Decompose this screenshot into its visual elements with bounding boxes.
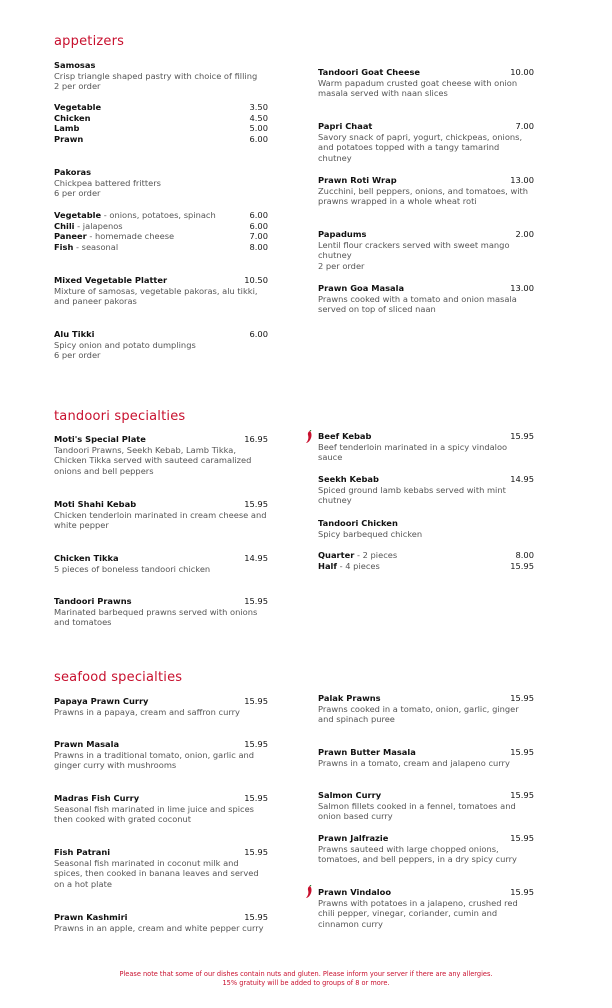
item-desc: Prawns in an apple, cream and white pepper curry — [54, 922, 264, 933]
item-price: 7.00 — [515, 121, 534, 131]
menu-item-prawn-butter-masala — [318, 747, 534, 768]
item-name: Tandoori Chicken — [318, 518, 398, 528]
menu-item-papadums — [318, 229, 534, 271]
item-name: Prawn Goa Masala — [318, 283, 405, 293]
item-desc: Zucchini, bell peppers, onions, and tomatoes, with prawns wrapped in a whole wheat roti — [318, 185, 529, 207]
item-name: Seekh Kebab — [318, 474, 379, 484]
chili-pepper-icon — [305, 430, 313, 444]
samosa-options — [54, 102, 268, 144]
option-price: 6.00 — [249, 210, 268, 220]
option-label: Chili — [54, 220, 75, 231]
menu-item-pakoras — [54, 167, 268, 199]
item-name: Beef Kebab — [318, 431, 372, 441]
menu-item-tandoori-chicken — [318, 518, 534, 539]
item-desc: Prawns cooked with a tomato and onion masala served on top of sliced naan — [318, 293, 517, 315]
option-label: Quarter — [318, 550, 355, 560]
menu-item-madras-fish-curry — [54, 793, 268, 825]
item-price: 10.00 — [510, 67, 534, 77]
menu-item-palak-prawns — [318, 693, 534, 725]
menu-item-prawn-goa-masala — [318, 283, 534, 315]
item-price: 6.00 — [249, 329, 268, 339]
section-title-appetizers: appetizers — [54, 34, 125, 49]
menu-item-samosas — [54, 60, 268, 92]
item-desc: Tandoori Prawns, Seekh Kebab, Lamb Tikka, Chicken Tikka served with sauteed caramalized onions and bell peppers — [54, 444, 252, 476]
item-name: Prawn Vindaloo — [318, 887, 392, 897]
menu-item-prawn-kashmiri — [54, 912, 268, 933]
item-price: 15.95 — [244, 739, 268, 749]
item-name: Mixed Vegetable Platter — [54, 275, 168, 285]
option-price: 8.00 — [249, 241, 268, 252]
item-name: Palak Prawns — [318, 693, 381, 703]
item-price: 15.95 — [244, 847, 268, 857]
item-name: Tandoori Goat Cheese — [318, 67, 421, 77]
item-desc: Spiced ground lamb kebabs served with mint chutney — [318, 484, 506, 506]
option-detail: - seasonal — [73, 241, 119, 252]
item-name: Tandoori Prawns — [54, 596, 132, 606]
menu-item-salmon-curry — [318, 790, 534, 822]
option-label: Half — [318, 560, 337, 571]
allergy-notice — [0, 970, 612, 988]
item-note: 2 per order — [318, 260, 365, 271]
item-price: 13.00 — [510, 283, 534, 293]
option-price: 15.95 — [510, 560, 534, 571]
option-price: 4.50 — [249, 112, 268, 123]
item-desc: Warm papadum crusted goat cheese with onion masala served with naan slices — [318, 77, 518, 99]
item-desc: Marinated barbequed prawns served with onions and tomatoes — [54, 606, 258, 628]
item-name: Pakoras — [54, 167, 92, 177]
item-name: Madras Fish Curry — [54, 793, 140, 803]
item-price: 15.95 — [510, 747, 534, 757]
option-price: 8.00 — [515, 550, 534, 560]
item-desc: Seasonal fish marinated in coconut milk and spices, then cooked in banana leaves and served on a hot plate — [54, 857, 259, 889]
item-desc: Mixture of samosas, vegetable pakoras, alu tikki, and paneer pakoras — [54, 285, 258, 307]
item-name: Papri Chaat — [318, 121, 373, 131]
item-name: Alu Tikki — [54, 329, 95, 339]
option-detail: - 2 pieces — [354, 550, 398, 560]
item-desc: Prawns with potatoes in a jalapeno, crushed red chili pepper, vinegar, coriander, cumin and cinnamon curry — [318, 897, 518, 929]
item-price: 15.95 — [244, 793, 268, 803]
option-label: Paneer — [54, 231, 87, 242]
item-price: 15.95 — [244, 499, 268, 509]
menu-item-prawn-jalfrazie — [318, 833, 534, 865]
item-price: 14.95 — [510, 474, 534, 484]
item-price: 13.00 — [510, 175, 534, 185]
item-name: Moti Shahi Kebab — [54, 499, 137, 509]
item-desc: Beef tenderloin marinated in a spicy vindaloo sauce — [318, 441, 508, 463]
item-note: 6 per order — [54, 350, 101, 361]
menu-item-tandoori-goat-cheese — [318, 67, 534, 99]
option-price: 6.00 — [249, 133, 268, 144]
item-desc: Savory snack of papri, yogurt, chickpeas, onions, and potatoes topped with a tangy tamarind chutney — [318, 131, 523, 163]
menu-item-moti-shahi-kebab — [54, 499, 268, 531]
tandoori-chicken-options — [318, 550, 534, 571]
menu-item-mixed-vegetable-platter — [54, 275, 268, 307]
item-desc: Chickpea battered fritters — [54, 177, 161, 188]
menu-item-prawn-masala — [54, 739, 268, 771]
option-price: 6.00 — [249, 220, 268, 231]
option-detail: - homemade cheese — [86, 231, 175, 242]
menu-item-alu-tikki — [54, 329, 268, 361]
item-price: 15.95 — [510, 431, 534, 441]
item-name: Prawn Masala — [54, 739, 120, 749]
item-name: Salmon Curry — [318, 790, 382, 800]
option-detail: - onions, potatoes, spinach — [101, 210, 216, 220]
item-price: 14.95 — [244, 553, 268, 563]
option-label: Fish — [54, 241, 74, 252]
option-price: 5.00 — [249, 123, 268, 134]
item-desc: Spicy barbequed chicken — [318, 528, 423, 539]
option-label: Vegetable — [54, 210, 102, 220]
item-desc: Prawns cooked in a tomato, onion, garlic, ginger and spinach puree — [318, 703, 519, 725]
item-price: 10.50 — [244, 275, 268, 285]
item-price: 15.95 — [244, 696, 268, 706]
menu-item-prawn-roti-wrap — [318, 175, 534, 207]
menu-item-papaya-prawn-curry — [54, 696, 268, 717]
option-label: Chicken — [54, 112, 91, 123]
item-desc: Prawns in a papaya, cream and saffron curry — [54, 706, 240, 717]
item-note: 6 per order — [54, 188, 101, 199]
menu-item-motis-special-plate — [54, 434, 268, 476]
item-price: 15.95 — [510, 790, 534, 800]
chili-pepper-icon — [305, 885, 313, 899]
item-desc: Crisp triangle shaped pastry with choice of filling — [54, 70, 258, 81]
allergy-notice-line: Please note that some of our dishes contain nuts and gluten. Please inform your server if there are any allergies. — [119, 970, 493, 978]
section-title-tandoori-specialties: tandoori specialties — [54, 409, 186, 424]
item-name: Papadums — [318, 229, 367, 239]
menu-item-seekh-kebab — [318, 474, 534, 506]
item-desc: 5 pieces of boneless tandoori chicken — [54, 563, 211, 574]
item-price: 15.95 — [510, 693, 534, 703]
option-price: 3.50 — [249, 102, 268, 112]
menu-item-tandoori-prawns — [54, 596, 268, 628]
option-label: Vegetable — [54, 102, 102, 112]
option-label: Lamb — [54, 123, 80, 134]
item-name: Prawn Kashmiri — [54, 912, 128, 922]
item-name: Moti's Special Plate — [54, 434, 146, 444]
item-desc: Prawns in a traditional tomato, onion, garlic and ginger curry with mushrooms — [54, 749, 255, 771]
menu-item-papri-chaat — [318, 121, 534, 163]
item-price: 15.95 — [510, 887, 534, 897]
item-price: 15.95 — [244, 596, 268, 606]
item-name: Prawn Jalfrazie — [318, 833, 389, 843]
item-desc: Salmon fillets cooked in a fennel, tomatoes and onion based curry — [318, 800, 516, 822]
item-desc: Lentil flour crackers served with sweet mango chutney — [318, 239, 510, 261]
option-detail: - jalapenos — [74, 220, 123, 231]
item-name: Prawn Roti Wrap — [318, 175, 397, 185]
item-desc: Spicy onion and potato dumplings — [54, 339, 196, 350]
item-price: 2.00 — [515, 229, 534, 239]
menu-item-fish-patrani — [54, 847, 268, 889]
option-detail: - 4 pieces — [337, 560, 380, 571]
option-price: 7.00 — [249, 231, 268, 242]
menu-item-prawn-vindaloo — [318, 887, 534, 929]
item-name: Prawn Butter Masala — [318, 747, 416, 757]
item-price: 15.95 — [244, 912, 268, 922]
item-desc: Seasonal fish marinated in lime juice and spices then cooked with grated coconut — [54, 803, 255, 825]
menu-item-beef-kebab — [318, 431, 534, 463]
item-name: Fish Patrani — [54, 847, 111, 857]
item-price: 16.95 — [244, 434, 268, 444]
menu-item-chicken-tikka — [54, 553, 268, 574]
item-desc: Chicken tenderloin marinated in cream cheese and white pepper — [54, 509, 267, 531]
item-name: Papaya Prawn Curry — [54, 696, 149, 706]
gratuity-notice-line: 15% gratuity will be added to groups of 8 or more. — [222, 979, 390, 987]
item-desc: Prawns sauteed with large chopped onions, tomatoes, and bell peppers, in a dry spicy curry — [318, 843, 517, 865]
pakora-options — [54, 210, 268, 252]
option-label: Prawn — [54, 133, 84, 144]
item-desc: Prawns in a tomato, cream and jalapeno curry — [318, 757, 510, 768]
item-price: 15.95 — [510, 833, 534, 843]
item-name: Chicken Tikka — [54, 553, 119, 563]
item-note: 2 per order — [54, 81, 101, 92]
item-name: Samosas — [54, 60, 96, 70]
section-title-seafood-specialties: seafood specialties — [54, 670, 183, 685]
